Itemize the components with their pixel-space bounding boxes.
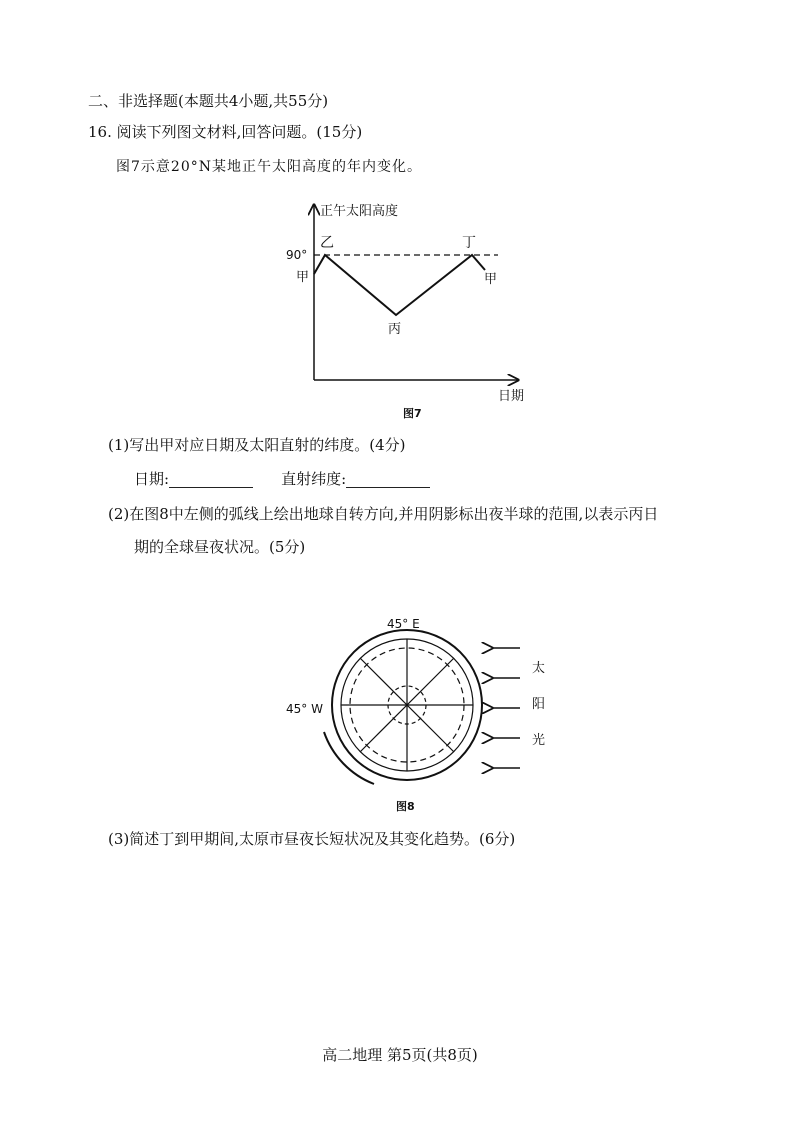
section-heading: 二、非选择题(本题共4小题,共55分) [88,92,329,110]
label-45-west: 45° W [286,702,323,716]
figure-8-diagram [280,612,546,813]
figure-7-caption: 图7 [403,407,422,420]
noon-sun-altitude-curve [314,255,485,315]
sunlight-label-3: 光 [532,733,546,748]
x-axis-label: 日期 [498,389,525,404]
label-ding: 丁 [462,235,476,251]
part-1-answer-row [134,470,430,488]
figure-8-caption: 图8 [396,800,415,813]
page-footer: 高二地理 第5页(共8页) [322,1046,478,1064]
latitude-label: 直射纬度: [281,470,347,488]
rotation-arc[interactable] [324,732,374,784]
date-label: 日期: [134,470,170,488]
label-jia-left: 甲 [296,270,310,285]
date-answer-blank[interactable] [169,471,253,488]
label-jia-right: 甲 [484,272,498,287]
y-axis-label: 正午太阳高度 [320,204,399,219]
sunlight-label-2: 阳 [532,697,546,712]
y-tick-90: 90° [286,248,308,262]
question-16-intro: 图7示意20°N某地正午太阳高度的年内变化。 [116,159,422,175]
sunlight-label-1: 太 [532,661,546,676]
part-2-question-line1: (2)在图8中左侧的弧线上绘出地球自转方向,并用阴影标出夜半球的范围,以表示丙日 [108,505,659,523]
latitude-answer-blank[interactable] [346,471,430,488]
part-1-question: (1)写出甲对应日期及太阳直射的纬度。(4分) [108,436,406,454]
earth-polar-view [332,630,482,780]
question-16-title: 16. 阅读下列图文材料,回答问题。(15分) [88,123,363,141]
figure-7-chart [280,195,540,425]
sunlight-arrows [492,648,520,768]
part-3-question: (3)简述丁到甲期间,太原市昼夜长短状况及其变化趋势。(6分) [108,830,516,848]
part-2-question-line2: 期的全球昼夜状况。(5分) [134,538,306,556]
label-45-east: 45° E [387,617,420,631]
label-yi: 乙 [320,235,334,251]
label-bing: 丙 [388,322,402,337]
